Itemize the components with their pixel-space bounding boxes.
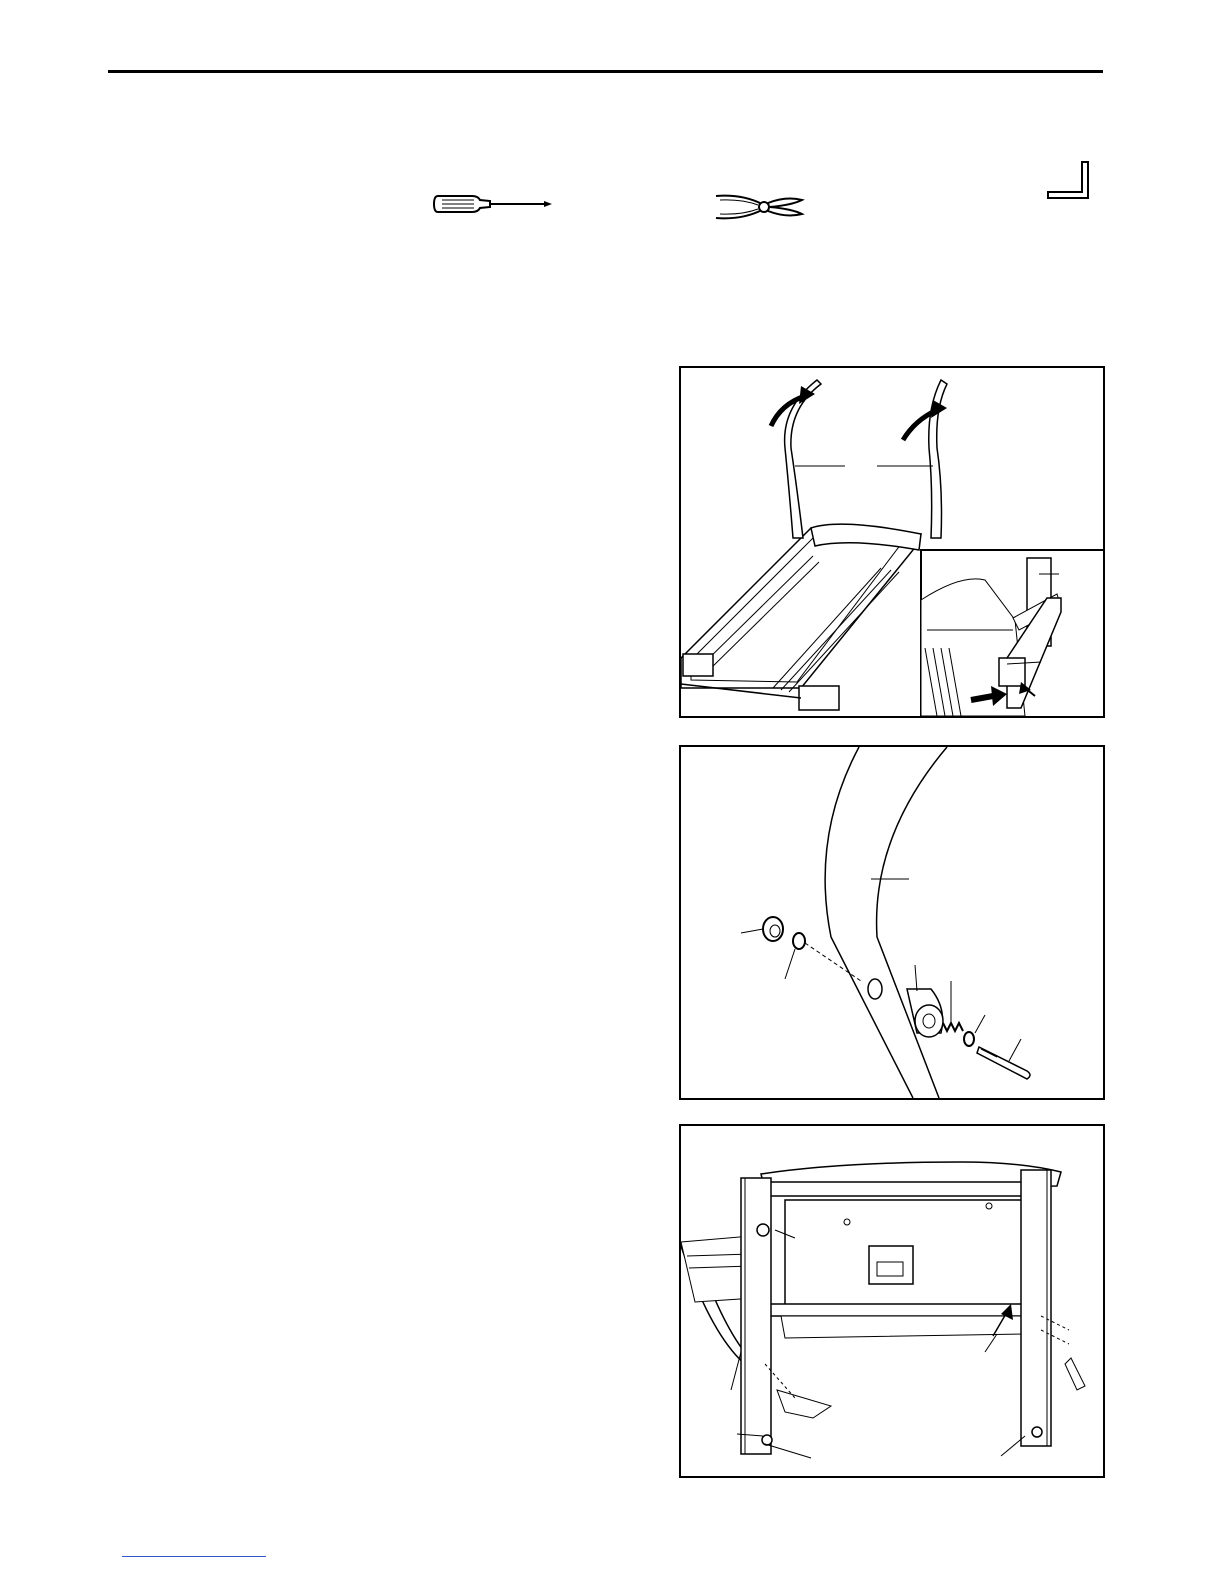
phillips-screwdriver-icon bbox=[432, 192, 556, 216]
pliers-icon bbox=[712, 190, 808, 224]
footer-link-underline[interactable] bbox=[122, 1556, 266, 1557]
figure-upright-knob-assembly bbox=[679, 745, 1105, 1100]
header-rule bbox=[108, 70, 1103, 73]
figure-uprights-raise bbox=[679, 366, 1105, 718]
hex-key-icon bbox=[1044, 160, 1094, 202]
figure-frame-base-assembly bbox=[679, 1124, 1105, 1478]
